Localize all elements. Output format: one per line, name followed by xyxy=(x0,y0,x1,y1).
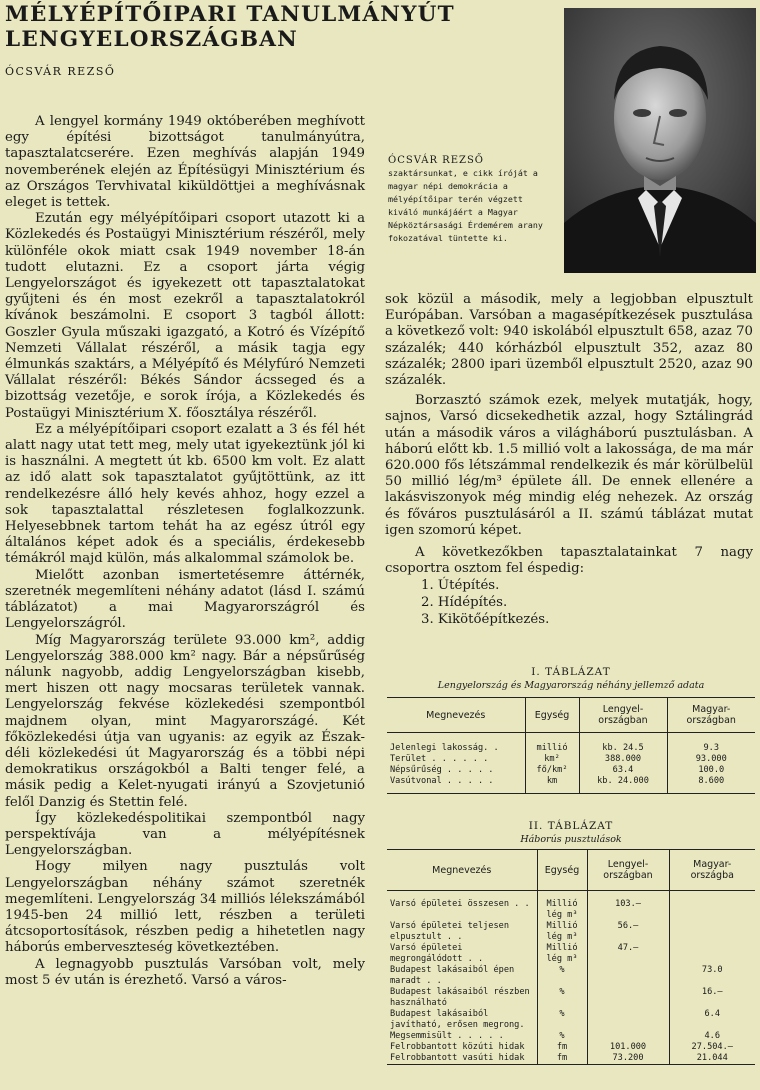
table-row xyxy=(387,743,755,754)
table-cell: 8.600 xyxy=(667,776,755,794)
article-title xyxy=(5,2,555,52)
title-line-2: LENGYELORSZÁGBAN xyxy=(5,27,298,52)
table-cell: fm xyxy=(537,1053,587,1065)
table-cell: Terület . . . . . . xyxy=(390,753,489,764)
table-cell: Millió lég m³ xyxy=(537,921,587,943)
table-cell: Millió lég m³ xyxy=(537,899,587,921)
table1-subtitle: Lengyelország és Magyarország néhány jellemző adata xyxy=(437,680,705,691)
table-header-row xyxy=(387,698,755,733)
table2-subtitle: Háborús pusztulások xyxy=(520,834,622,845)
column-header: Megnevezés xyxy=(387,850,537,891)
table-cell xyxy=(587,965,669,987)
table-cell: km xyxy=(525,776,579,794)
table1-title: I. TÁBLÁZAT xyxy=(531,666,611,678)
table-cell: % xyxy=(537,965,587,987)
table-cell: 63.4 xyxy=(579,765,667,776)
paragraph: A legnagyobb pusztulás Varsóban volt, mely most 5 év után is érezhető. Varsó a város- xyxy=(5,956,365,988)
table-cell: 73.0 xyxy=(669,965,755,987)
table-cell: 388.000 xyxy=(579,754,667,765)
paragraph: Mielőtt azonban ismertetésemre áttérnék, szeretnék megemlíteni néhány adatot (lásd I. számú táblázatot) a mai Magyarországról és Lengyelországról. xyxy=(5,567,365,632)
paragraph: Ezután egy mélyépítőipari csoport utazott ki a Közlekedés és Postaügyi Minisztérium részéről, mely különféle okok miatt csak 1949 november 18-án tudott elutazni. Ez a csoport járta végig Lengyelországot és igyekezett ott tapasztalatokat gyűjteni és én most ezekről a tapasztalatokról kívánok beszámolni. E csoport 3 tagból állott: Goszler Gyula műszaki igazgató, a Kotró és Vízépítő Nemzeti Vállalat részéről, a másik tagja egy élmunkás szaktárs, a Mélyépítő és Mélyfúró Nemzeti Vállalat részéről: Békés Sándor ácsseged és a bizottság vezetője, e sorok írója, a Közlekedés és Postaügyi Minisztérium X. főosztálya részéről. xyxy=(5,211,365,421)
table-cell: kb. 24.5 xyxy=(579,743,667,754)
left-column xyxy=(5,114,365,989)
paragraph: Hogy milyen nagy pusztulás volt Lengyelországban néhány számot szeretnék megemlíteni. Lengyelország 34 milliós lélekszámából 1945-ben 24 millió lett, részben a területi átcsoportosítások, részben pedig a hihetetlen nagy háborús emberveszteség következtében. xyxy=(5,859,365,956)
paragraph: Borzasztó számok ezek, melyek mutatják, hogy, sajnos, Varsó dicsekedhetik azzal, hogy Sztálingrád után a második város a világháború pusztulásban. A háború előtt kb. 1.5 millió volt a lakossága, de ma már 620.000 fős létszámmal rendelkezik és már körülbelül 50 millió lég/m³ épülete áll. De ennek ellenére a lakásviszonyok még mindig elég nehezek. Az ország és főváros pusztulásáról a II. számú táblázat mutat igen szomorú képet. xyxy=(385,393,753,538)
table-cell: 56.— xyxy=(587,921,669,943)
table-cell: 21.044 xyxy=(669,1053,755,1065)
table-cell xyxy=(587,987,669,1009)
table-cell: % xyxy=(537,1009,587,1031)
table-row xyxy=(387,921,755,943)
table-cell: % xyxy=(537,1031,587,1042)
table-row xyxy=(387,1042,755,1053)
column-header: Lengyel-országban xyxy=(579,698,667,733)
table1 xyxy=(387,697,755,794)
topic-list xyxy=(385,577,753,628)
table-cell xyxy=(669,921,755,943)
table-cell: Varsó épületei megrongálódott . . xyxy=(390,942,484,964)
table-cell: Felrobbantott közúti hidak xyxy=(390,1041,525,1052)
table-cell: Budapest lakásaiból részben használható xyxy=(390,986,530,1008)
table-cell xyxy=(587,1009,669,1031)
table-cell: Budapest lakásaiból javítható, erősen megrong. xyxy=(390,1008,525,1030)
table-cell: 9.3 xyxy=(667,743,755,754)
table-cell xyxy=(669,899,755,921)
list-item: 3. Kikötőépítkezés. xyxy=(421,612,550,628)
author-portrait xyxy=(564,8,756,273)
table-cell: Budapest lakásaiból épen maradt . . xyxy=(390,964,515,986)
table-cell: Felrobbantott vasúti hidak xyxy=(387,1053,537,1065)
column-header: Magyar-országban xyxy=(667,698,755,733)
table-cell: 27.504.— xyxy=(669,1042,755,1053)
table-cell: 93.000 xyxy=(667,754,755,765)
paragraph: A lengyel kormány 1949 októberében meghívott egy építési bizottságot tanulmányútra, tapasztalatcserére. Ezen meghívás alapján 1949 novemberének elején az Építésügyi Minisztérium és az Országos Tervhivatal kiküldöttjei a meghívásnak eleget is tettek. xyxy=(5,114,365,211)
table-cell: % xyxy=(537,987,587,1009)
table-cell: fő/km² xyxy=(525,765,579,776)
table-cell: Vasútvonal . . . . . xyxy=(387,776,525,794)
table-cell: Népsűrűség . . . . . xyxy=(390,764,494,775)
paragraph: Ez a mélyépítőipari csoport ezalatt a 3 és fél hét alatt nagy utat tett meg, mely utat igyekeztünk jól ki is használni. A megtett út kb. 6500 km volt. Ez alatt az idő alatt sok tapasztalatot gyűjtöttünk, az itt rendelkezésre álló hely kevés ahhoz, hogy ezzel a sok tapasztalattal részletesen foglalkozzunk. Helyesebbnek tartom tehát ha az egész útról egy általános képet adok és a speciális, érdekesebb témákról majd külön, más alkalommal számolok be. xyxy=(5,421,365,567)
table-cell: millió xyxy=(525,743,579,754)
title-line-1: MÉLYÉPÍTŐIPARI TANULMÁNYÚT xyxy=(5,2,455,27)
table-cell: Megsemmisült . . . . . xyxy=(390,1030,504,1041)
column-header: Lengyel-országban xyxy=(587,850,669,891)
right-column xyxy=(385,292,753,628)
column-header: Magyar-országba xyxy=(669,850,755,891)
table-cell: 47.— xyxy=(587,943,669,965)
table-cell: kb. 24.000 xyxy=(579,776,667,794)
column-header: Egység xyxy=(537,850,587,891)
paragraph: Míg Magyarország területe 93.000 km², addig Lengyelország 388.000 km² nagy. Bár a népsűrűség nálunk nagyobb, addig Lengyelországban kisebb, mert hiszen ott nagy mocsaras területek vannak. Lengyelország fekvése közlekedési szempontból majdnem olyan, mint Magyarországé. Két főközlekedési útja van ugyanis: az egyik az Észak-déli közlekedési út Magyarország és a többi népi demokratikus országokból a Balti tenger felé, a másik pedig a Kelet-nyugati irányú a Szovjetunió felől Danzig és Stettin felé. xyxy=(5,632,365,810)
table-cell: 6.4 xyxy=(669,1009,755,1031)
list-item: 2. Hídépítés. xyxy=(421,595,508,611)
table2 xyxy=(387,849,755,1065)
table-row xyxy=(387,965,755,987)
table-row xyxy=(387,754,755,765)
table-cell: 16.— xyxy=(669,987,755,1009)
photo-caption xyxy=(388,154,556,245)
table-row xyxy=(387,765,755,776)
table-cell: Jelenlegi lakosság. . xyxy=(390,742,499,753)
caption-name: ÓCSVÁR REZSŐ xyxy=(388,155,484,166)
table-cell: 100.0 xyxy=(667,765,755,776)
paragraph: Így közlekedéspolitikai szempontból nagy perspektívája van a mélyépítésnek Lengyelországban. xyxy=(5,810,365,859)
table-row xyxy=(387,1053,755,1065)
column-header: Megnevezés xyxy=(387,698,525,733)
table-row xyxy=(387,1031,755,1042)
table-row xyxy=(387,987,755,1009)
table-cell: fm xyxy=(537,1042,587,1053)
table-row xyxy=(387,899,755,921)
table-cell xyxy=(669,943,755,965)
table-cell: km² xyxy=(525,754,579,765)
paragraph: sok közül a második, mely a legjobban elpusztult Európában. Varsóban a magasépítkezések pusztulása a következő volt: 940 iskolából elpusztult 658, azaz 70 százalék; 440 kórházból elpusztult 352, azaz 80 százalék; 2800 ipari üzemből elpusztult 2520, azaz 90 százalék. xyxy=(385,292,753,389)
table-cell: Millió lég m³ xyxy=(537,943,587,965)
table-cell xyxy=(587,1031,669,1042)
table-row xyxy=(387,943,755,965)
table-cell: Varsó épületei összesen . . xyxy=(390,898,530,909)
column-header: Egység xyxy=(525,698,579,733)
caption-text: szaktársunkat, e cikk íróját a magyar népi demokrácia a mélyépítőipar terén végzett kiváló munkájáért a Magyar Népköztársasági Érdemérem arany fokozatával tüntette ki. xyxy=(388,168,543,243)
portrait-image xyxy=(564,8,756,273)
table-row xyxy=(387,776,755,794)
table-cell: 73.200 xyxy=(587,1053,669,1065)
paragraph: A következőkben tapasztalatainkat 7 nagy csoportra osztom fel éspedig: xyxy=(385,545,753,577)
table-row xyxy=(387,1009,755,1031)
table-header-row xyxy=(387,850,755,891)
table-cell: 4.6 xyxy=(669,1031,755,1042)
author-byline: ÓCSVÁR REZSŐ xyxy=(5,65,116,78)
table-cell: 103.— xyxy=(587,899,669,921)
table-cell: 101.000 xyxy=(587,1042,669,1053)
table-cell: Varsó épületei teljesen elpusztult . . xyxy=(390,920,509,942)
table2-title: II. TÁBLÁZAT xyxy=(528,820,614,832)
list-item: 1. Útépítés. xyxy=(421,578,500,594)
